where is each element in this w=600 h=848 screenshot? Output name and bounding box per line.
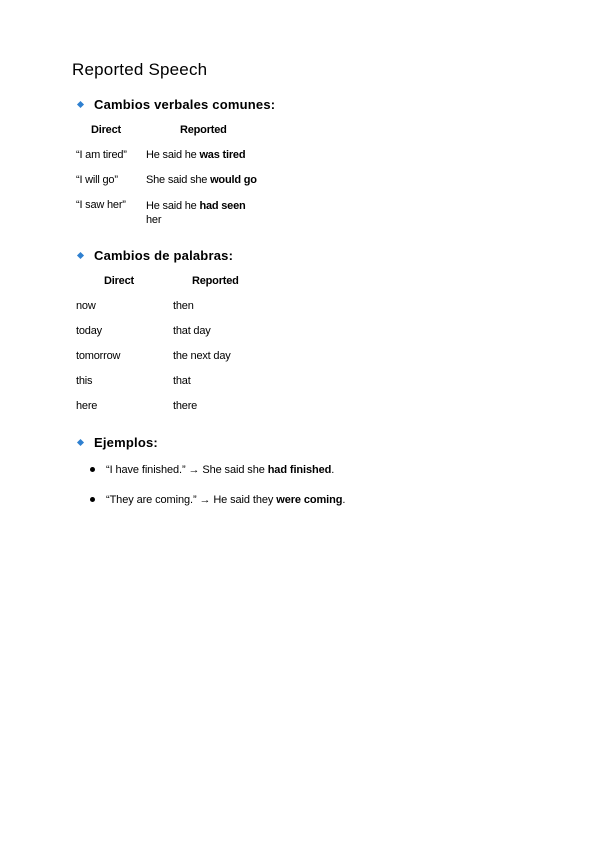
section-heading-examples-label: Ejemplos: [94, 435, 158, 450]
table-cell-reported: that [173, 375, 191, 387]
page-title: Reported Speech [72, 60, 208, 79]
table-cell-direct: tomorrow [76, 350, 121, 362]
table-cell-direct: “I will go” [76, 174, 118, 186]
section-heading-examples [77, 435, 158, 450]
table-cell-direct: this [76, 375, 93, 387]
table-cell-reported: that day [173, 325, 211, 337]
section-heading-words [77, 248, 233, 263]
table-cell-reported: He said he had seen her [146, 200, 246, 226]
bullet-icon [90, 497, 95, 502]
diamond-bullet-icon [77, 439, 84, 446]
diamond-bullet-icon [77, 101, 84, 108]
table-cell-reported: She said she would go [146, 174, 257, 186]
table-header-direct: Direct [91, 124, 121, 136]
table-cell-direct: now [76, 300, 96, 312]
table-cell-reported: the next day [173, 350, 231, 362]
bullet-icon [90, 467, 95, 472]
table-cell-direct: here [76, 400, 98, 412]
table-cell-reported: there [173, 400, 198, 412]
table-header-reported: Reported [192, 275, 239, 287]
table-header-direct: Direct [104, 275, 134, 287]
table-cell-direct: “I saw her” [76, 199, 126, 211]
diamond-bullet-icon [77, 252, 84, 259]
list-item: “I have finished.” → She said she had finished. [90, 464, 334, 476]
section-heading-verbal-label: Cambios verbales comunes: [94, 97, 276, 112]
table-header-reported: Reported [180, 124, 227, 136]
table-cell-direct: “I am tired” [76, 149, 127, 161]
table-cell-direct: today [76, 325, 102, 337]
list-item: “They are coming.” → He said they were coming. [90, 494, 345, 506]
section-heading-words-label: Cambios de palabras: [94, 248, 234, 263]
section-heading-verbal [77, 97, 275, 112]
table-cell-reported: then [173, 300, 194, 312]
table-cell-reported: He said he was tired [146, 149, 246, 161]
